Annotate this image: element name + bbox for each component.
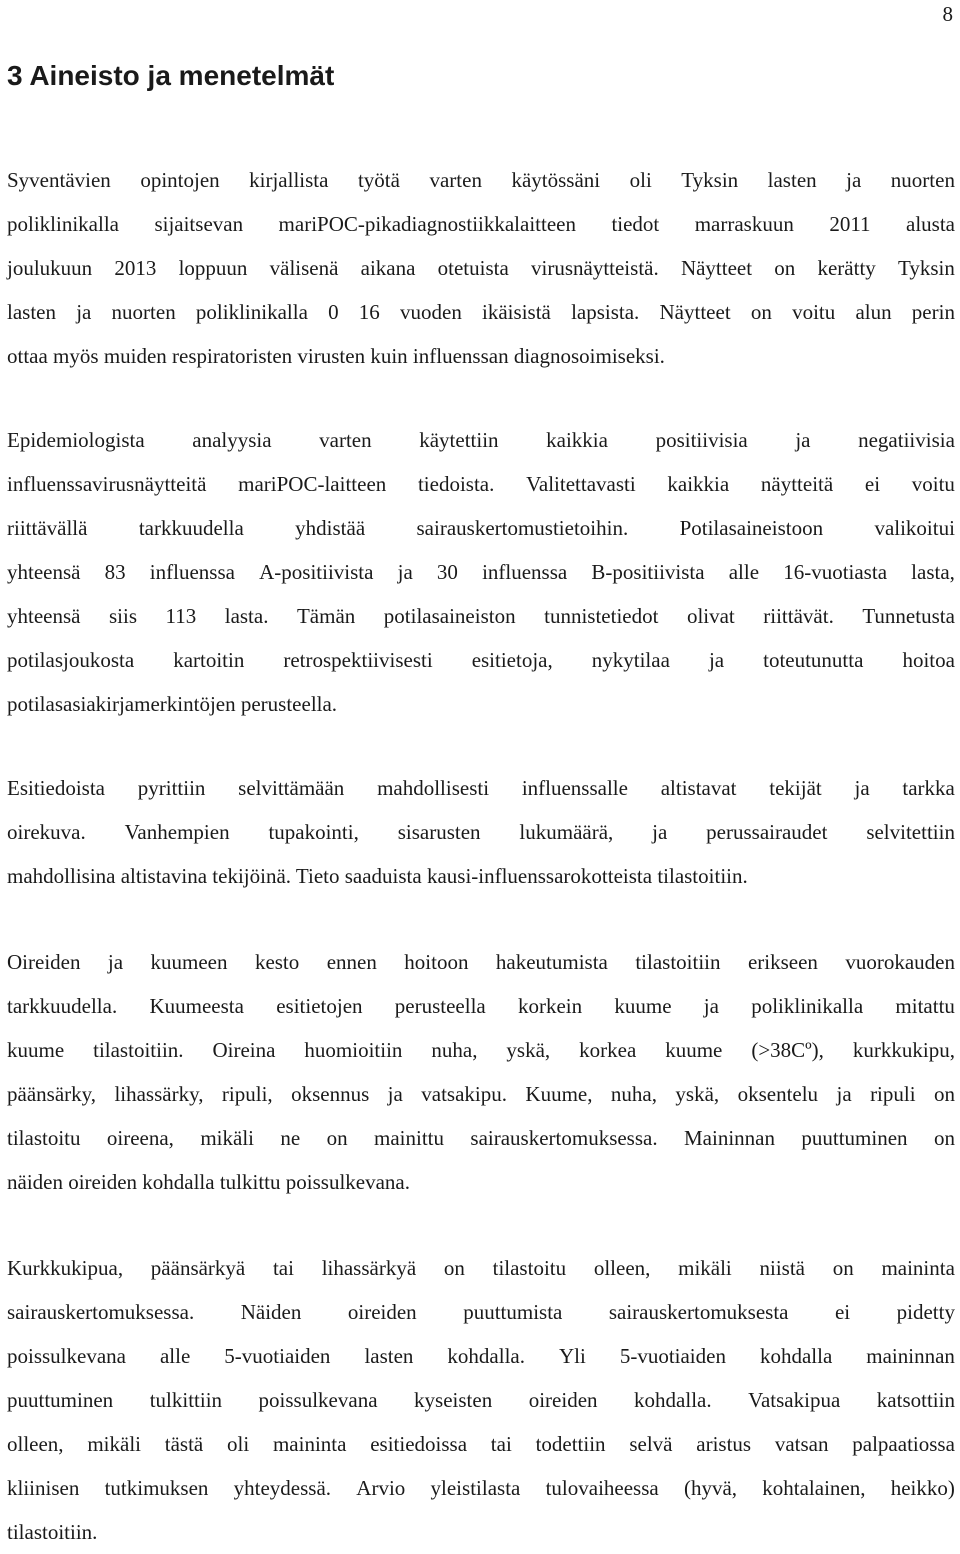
text-line: ottaa myös muiden respiratoristen virusten kuin influenssan diagnosoimiseksi. [7, 344, 665, 368]
text-line: oirekuva. Vanhempien tupakointi, sisarusten lukumäärä, ja perussairaudet selvitettiin [7, 820, 955, 844]
paragraph [7, 940, 955, 1204]
text-line: joulukuun 2013 loppuun välisenä aikana otetuista virusnäytteistä. Näytteet on kerätty Tyksin [7, 256, 955, 280]
text-line: puuttuminen tulkittiin poissulkevana kyseisten oireiden kohdalla. Vatsakipua katsottiin [7, 1388, 955, 1412]
paragraph [7, 1246, 955, 1554]
text-line: mahdollisina altistavina tekijöinä. Tieto saaduista kausi-influenssarokotteista tilastoitiin. [7, 864, 748, 888]
text-line: sairauskertomuksessa. Näiden oireiden puuttumista sairauskertomuksesta ei pidetty [7, 1300, 955, 1324]
text-line: näiden oireiden kohdalla tulkittu poissulkevana. [7, 1170, 410, 1194]
text-line: kliinisen tutkimuksen yhteydessä. Arvio yleistilasta tulovaiheessa (hyvä, kohtalainen, heikko) [7, 1476, 955, 1500]
text-line: tarkkuudella. Kuumeesta esitietojen perusteella korkein kuume ja poliklinikalla mitattu [7, 994, 955, 1018]
text-line: Epidemiologista analyysia varten käytettiin kaikkia positiivisia ja negatiivisia [7, 428, 955, 452]
text-line: lasten ja nuorten poliklinikalla 0 16 vuoden ikäisistä lapsista. Näytteet on voitu alun perin [7, 300, 955, 324]
text-line: Oireiden ja kuumeen kesto ennen hoitoon hakeutumista tilastoitiin erikseen vuorokauden [7, 950, 955, 974]
text-line: influenssavirusnäytteitä mariPOC-laitteen tiedoista. Valitettavasti kaikkia näytteitä ei voitu [7, 472, 955, 496]
text-line: olleen, mikäli tästä oli maininta esitiedoissa tai todettiin selvä aristus vatsan palpaatiossa [7, 1432, 955, 1456]
text-line: kuume tilastoitiin. Oireina huomioitiin nuha, yskä, korkea kuume (>38Cº), kurkkukipu, [7, 1038, 955, 1062]
text-line: yhteensä siis 113 lasta. Tämän potilasaineiston tunnistetiedot olivat riittävät. Tunnetusta [7, 604, 955, 628]
text-line: Esitiedoista pyrittiin selvittämään mahdollisesti influenssalle altistavat tekijät ja tarkka [7, 776, 955, 800]
text-line: tilastoitu oireena, mikäli ne on mainittu sairauskertomuksessa. Maininnan puuttuminen on [7, 1126, 955, 1150]
paragraph [7, 766, 955, 898]
text-line: potilasjoukosta kartoitin retrospektiivisesti esitietoja, nykytilaa ja toteutunutta hoitoa [7, 648, 955, 672]
text-line: poissulkevana alle 5-vuotiaiden lasten kohdalla. Yli 5-vuotiaiden kohdalla maininnan [7, 1344, 955, 1368]
paragraph [7, 158, 955, 378]
text-line: potilasasiakirjamerkintöjen perusteella. [7, 692, 338, 716]
paragraph [7, 418, 955, 726]
section-heading: 3 Aineisto ja menetelmät [7, 60, 335, 91]
text-line: riittävällä tarkkuudella yhdistää sairauskertomustietoihin. Potilasaineistoon valikoitui [7, 516, 955, 540]
text-line: päänsärky, lihassärky, ripuli, oksennus ja vatsakipu. Kuume, nuha, yskä, oksentelu ja ripuli on [7, 1082, 955, 1106]
text-line: tilastoitiin. [7, 1520, 98, 1544]
text-line: yhteensä 83 influenssa A-positiivista ja 30 influenssa B-positiivista alle 16-vuotiasta lasta, [7, 560, 955, 584]
text-line: Kurkkukipua, päänsärkyä tai lihassärkyä on tilastoitu olleen, mikäli niistä on maininta [7, 1256, 955, 1280]
page-number: 8 [942, 2, 953, 26]
text-line: poliklinikalla sijaitsevan mariPOC-pikadiagnostiikkalaitteen tiedot marraskuun 2011 alusta [7, 212, 955, 236]
text-line: Syventävien opintojen kirjallista työtä varten käytössäni oli Tyksin lasten ja nuorten [7, 168, 955, 192]
